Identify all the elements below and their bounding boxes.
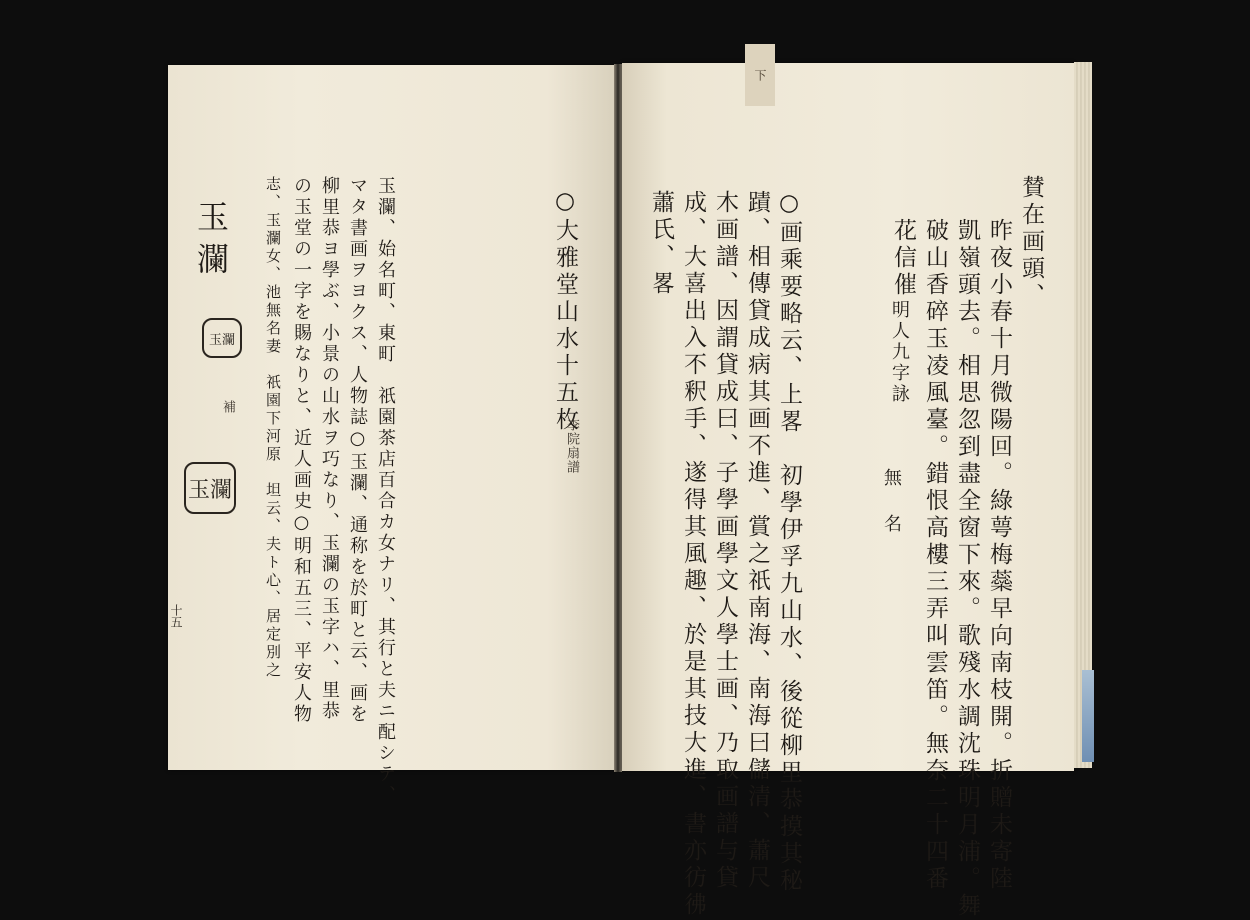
body-column-5: 蕭氏、畧 [648, 190, 674, 298]
body-column-4: 成、大喜出入不釈手、遂得其風趣、於是其技大進、書亦彷彿 [680, 190, 706, 919]
note-column-5: 志、玉瀾女、池無名妻 祇園下河原 坦云、夫ト心、居定別之 [264, 176, 282, 680]
body-column-2: 蹟、相傳貸成病其画不進、賞之祇南海、南海曰儲清、蕭尺 [744, 190, 770, 892]
poem-column-3: 破山香碎玉凌風臺。錯恨高樓三弄叫雲笛。無奈二十四番 [922, 218, 948, 893]
bleed-through-text [408, 125, 437, 151]
heading-column: 賛在画頭、 [1018, 175, 1044, 310]
blue-bookmark-tab [1082, 670, 1094, 762]
poem-column-4: 花信催 [890, 218, 916, 299]
page-edges [1074, 62, 1092, 768]
section-tab-label: 下 [745, 44, 775, 106]
poem-column-1: 昨夜小春十月微陽回。綠萼梅蘂早向南枝開。折贈未寄陸 [986, 218, 1012, 893]
artist-signature: 玉瀾 [192, 200, 230, 284]
page-number: 十五 [169, 604, 183, 628]
note-column-1: 玉瀾、始名町、東町 祇園茶店百合カ女ナリ、其行と夫ニ配シテ、 [375, 176, 396, 806]
book-gutter [614, 64, 622, 772]
artist-seal-large: 玉瀾 [184, 462, 236, 514]
catalog-source-note: 李院扇譜 [564, 418, 579, 474]
catalog-title: ○大雅堂山水十五枚 [552, 188, 578, 434]
note-column-3: 柳里恭ヨ學ぶ、小景の山水ヲ巧なり、玉瀾の玉字ハ、里恭 [319, 176, 340, 722]
note-column-2: マタ書画ヲヨクス、人物誌○玉瀾、通称を於町と云、画を [347, 176, 368, 725]
note-column-4: の玉堂の一字を賜なりと、近人画史○明和五三、平安人物 [291, 176, 312, 725]
body-column-3: 木画譜、因謂貸成曰、子學画學文人學士画、乃取画譜与貸 [712, 190, 738, 892]
seal-annotation: 補 [220, 400, 235, 414]
artist-seal-small: 玉瀾 [202, 318, 242, 358]
body-column-1: ○画乘要略云、上畧 初學伊孚九山水、後從柳里恭摸其秘 [776, 190, 802, 895]
author-anonymous: 無名 [881, 468, 902, 560]
poem-column-2: 凱嶺頭去。相思忽到盡全窗下來。歌殘水調沈珠明月浦。舞 [954, 218, 980, 920]
attribution-column: 明人九字詠 [889, 300, 910, 405]
